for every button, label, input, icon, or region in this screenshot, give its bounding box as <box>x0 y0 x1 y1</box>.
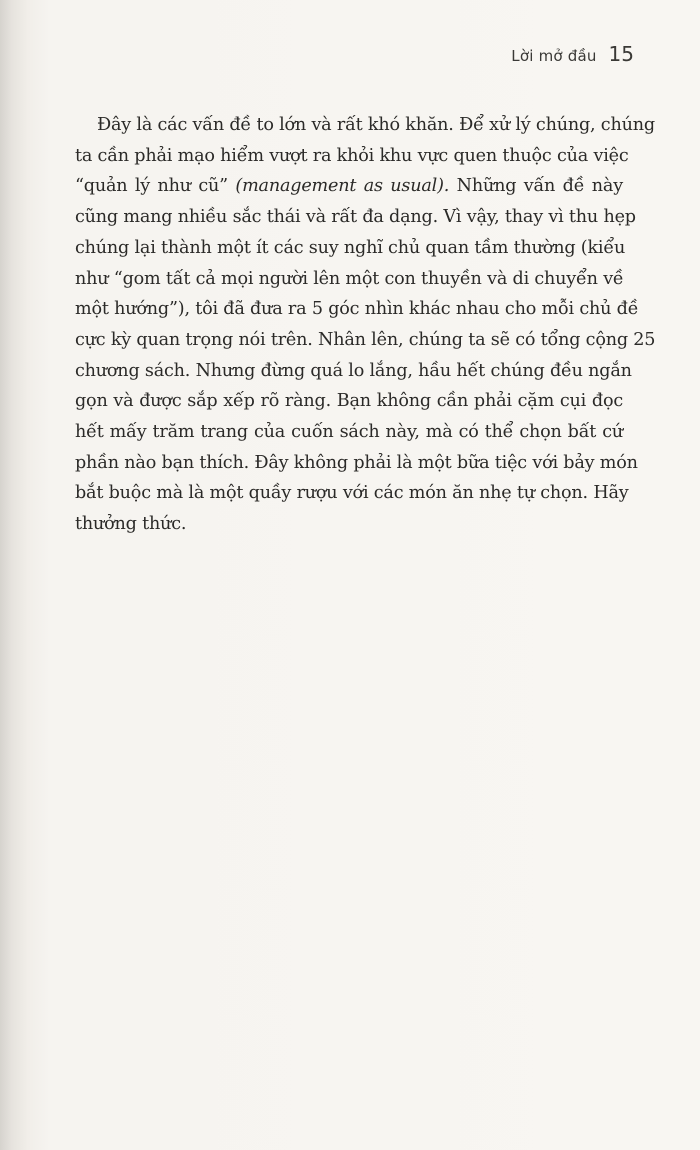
chapter-title: Lời mở đầu <box>511 47 597 65</box>
text-fragment: Những vấn đề này <box>456 176 623 197</box>
text-line: thưởng thức. <box>75 514 187 535</box>
body-paragraph <box>75 110 656 540</box>
text-line: hết mấy trăm trang của cuốn sách này, mà có thể chọn bất cứ <box>75 422 623 443</box>
italic-term: (management as usual). <box>235 176 450 197</box>
page-number: 15 <box>608 42 634 66</box>
text-line: chúng lại thành một ít các suy nghĩ chủ quan tầm thường (kiểu <box>75 237 626 258</box>
text-line: như “gom tất cả mọi người lên một con thuyền và di chuyển về <box>75 268 624 289</box>
text-line <box>75 171 623 202</box>
text-line: cực kỳ quan trọng nói trên. Nhân lên, chúng ta sẽ có tổng cộng 25 <box>75 329 656 350</box>
text-line: chương sách. Nhưng đừng quá lo lắng, hầu hết chúng đều ngắn <box>75 360 632 381</box>
quoted-term: “quản lý như cũ” <box>75 176 228 197</box>
text-line: phần nào bạn thích. Đây không phải là một bữa tiệc với bảy món <box>75 452 638 473</box>
text-line: ta cần phải mạo hiểm vượt ra khỏi khu vực quen thuộc của việc <box>75 145 629 166</box>
running-header <box>511 42 634 66</box>
text-line: cũng mang nhiều sắc thái và rất đa dạng. Vì vậy, thay vì thu hẹp <box>75 207 636 228</box>
text-line: bắt buộc mà là một quầy rượu với các món ăn nhẹ tự chọn. Hãy <box>75 483 629 504</box>
text-line: gọn và được sắp xếp rõ ràng. Bạn không cần phải cặm cụi đọc <box>75 391 623 412</box>
text-line: Đây là các vấn đề to lớn và rất khó khăn. Để xử lý chúng, chúng <box>97 115 655 135</box>
text-line: một hướng”), tôi đã đưa ra 5 góc nhìn khác nhau cho mỗi chủ đề <box>75 299 639 320</box>
